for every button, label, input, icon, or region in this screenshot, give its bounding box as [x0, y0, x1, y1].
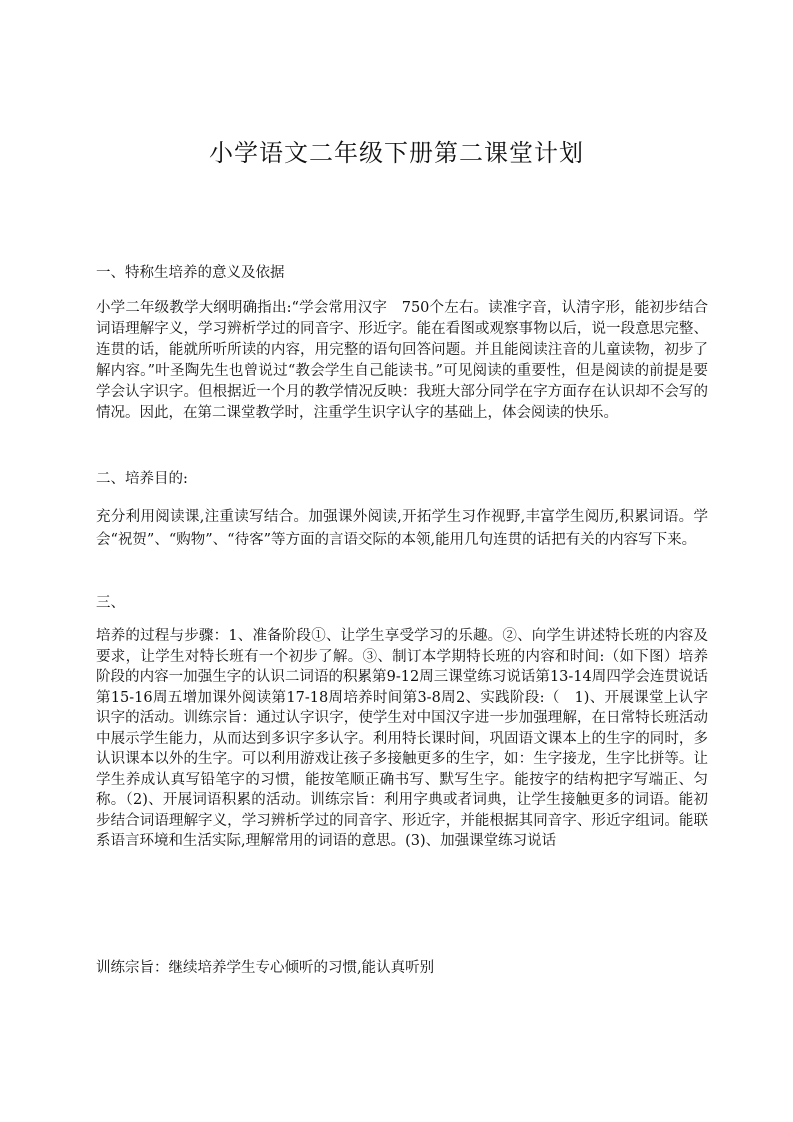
closing-paragraph: 训练宗旨：继续培养学生专心倾听的习惯,能认真听别	[96, 960, 435, 976]
section-2-heading: 二、培养目的:	[96, 471, 188, 487]
section-1-heading: 一、特称生培养的意义及依据	[96, 265, 285, 281]
section-1-paragraph: 小学二年级教学大纲明确指出:“学会常用汉字 750个左右。读准字音，认清字形，能初步结合词语理解字义，学习辨析学过的同音字、形近字。能在看图或观察事物以后，说一段意思完整、连贯的话，能就所听所读的内容，用完整的语句回答问题。并且能阅读注音的儿童读物，初步了解内容。”叶圣陶先生也曾说过“教会学生自己能读书。”可见阅读的重要性，但是阅读的前提是要学会认字识字。但根据近一个月的教学情况反映：我班大部分同学在字方面存在认识却不会写的情况。因此，在第二课堂教学时，注重学生识字认字的基础上，体会阅读的快乐。	[96, 300, 708, 421]
section-3-heading: 三、	[96, 595, 125, 611]
section-3-paragraph: 培养的过程与步骤：1、准备阶段①、让学生享受学习的乐趣。②、向学生讲述特长班的内容及要求，让学生对特长班有一个初步了解。③、制订本学期特长班的内容和时间:（如下图）培养阶段的内容一加强生字的认识二词语的积累第9-12周三课堂练习说话第13-14周四学会连贯说话第15-16周五增加课外阅读第17-18周培养时间第3-8周2、实践阶段:（ 1)、开展课堂上认字识字的活动。训练宗旨：通过认字识字，使学生对中国汉字进一步加强理解，在日常特长班活动中展示学生能力，从而达到多识字多认字。利用特长课时间，巩固语文课本上的生字的同时，多认识课本以外的生字。可以利用游戏让孩子多接触更多的生字，如：生字接龙，生字比拼等。让学生养成认真写铅笔字的习惯，能按笔顺正确书写、默写生字。能按字的结构把字写端正、匀称。（2)、开展词语积累的活动。训练宗旨：利用字典或者词典，让学生接触更多的词语。能初步结合词语理解字义，学习辨析学过的同音字、形近字，并能根据其同音字、形近字组词。能联系语言环境和生活实际,理解常用的词语的意思。(3)、加强课堂练习说话	[96, 628, 708, 849]
section-2-paragraph: 充分利用阅读课,注重读写结合。加强课外阅读,开拓学生习作视野,丰富学生阅历,积累词语。学会“祝贺”、“购物”、“待客”等方面的言语交际的本领,能用几句连贯的话把有关的内容写下来。	[96, 509, 708, 548]
document-title: 小学语文二年级下册第二课堂计划	[209, 139, 584, 167]
